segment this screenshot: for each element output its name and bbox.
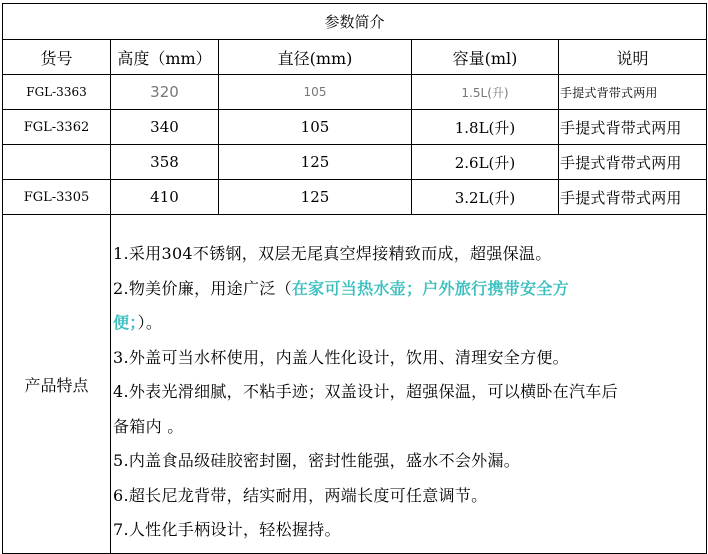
header-note: 说明	[559, 40, 707, 75]
cell-diameter: 125	[219, 145, 412, 180]
spec-table	[2, 3, 707, 554]
feature-item: 5.内盖食品级硅胶密封圈，密封性能强，盛水不会外漏。	[113, 451, 521, 470]
header-sku: 货号	[3, 40, 111, 75]
table-title-row	[3, 4, 707, 40]
feature-item-continued	[113, 306, 706, 341]
feature-item	[113, 272, 706, 307]
cell-height: 358	[111, 145, 219, 180]
feature-item: 4.外表光滑细腻，不粘手迹；双盖设计，超强保温，可以横卧在汽车后	[113, 382, 618, 401]
cell-sku: FGL-3363	[3, 75, 111, 110]
cell-diameter: 125	[219, 180, 412, 215]
header-capacity: 容量(ml)	[412, 40, 559, 75]
table-row	[3, 110, 707, 145]
header-diameter: 直径(mm)	[219, 40, 412, 75]
features-list	[111, 215, 707, 554]
table-row	[3, 75, 707, 110]
table-row	[3, 145, 707, 180]
cell-capacity: 2.6L(升)	[412, 145, 559, 180]
feature-text: ）。	[137, 313, 163, 332]
cell-diameter: 105	[219, 110, 412, 145]
cell-note: 手提式背带式两用	[559, 145, 707, 180]
cell-note: 手提式背带式两用	[559, 110, 707, 145]
cell-sku: FGL-3362	[3, 110, 111, 145]
cell-capacity: 1.8L(升)	[412, 110, 559, 145]
header-height: 高度（mm）	[111, 40, 219, 75]
cell-note: 手提式背带式两用	[559, 180, 707, 215]
feature-text: 2.物美价廉，用途广泛（	[113, 278, 292, 298]
features-row	[3, 215, 707, 554]
cell-capacity: 1.5L(升)	[412, 75, 559, 110]
cell-height: 320	[111, 75, 219, 110]
feature-highlight: 在家可当热水壶；户外旅行携带安全方	[291, 278, 569, 298]
table-row	[3, 180, 707, 215]
feature-item: 6.超长尼龙背带，结实耐用，两端长度可任意调节。	[113, 485, 488, 505]
features-label: 产品特点	[3, 215, 111, 554]
cell-capacity: 3.2L(升)	[412, 180, 559, 215]
table-title: 参数简介	[3, 4, 707, 40]
cell-diameter: 105	[219, 75, 412, 110]
feature-item: 7.人性化手柄设计，轻松握持。	[113, 520, 341, 539]
cell-sku	[3, 145, 111, 180]
header-row	[3, 40, 707, 75]
cell-note: 手提式背带式两用	[559, 75, 707, 110]
feature-item-continued: 备箱内 。	[113, 416, 184, 436]
cell-sku: FGL-3305	[3, 180, 111, 215]
cell-height: 340	[111, 110, 219, 145]
cell-height: 410	[111, 180, 219, 215]
feature-item: 3.外盖可当水杯使用，内盖人性化设计，饮用、清理安全方便。	[113, 347, 569, 367]
feature-highlight: 便；	[113, 313, 138, 332]
feature-item: 1.采用304不锈钢，双层无尾真空焊接精致而成，超强保温。	[113, 244, 552, 263]
